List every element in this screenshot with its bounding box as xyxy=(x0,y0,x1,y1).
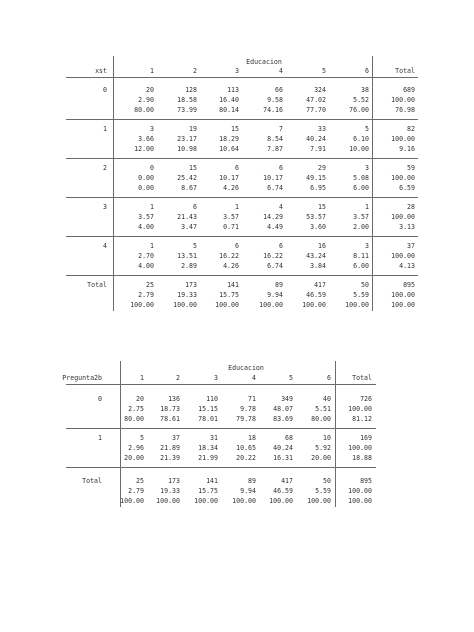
table-cell: 8.54 xyxy=(267,135,283,143)
row-group-label: 0 xyxy=(103,86,107,94)
table-cell: 100.00 xyxy=(215,301,239,309)
table-cell: 50 xyxy=(323,477,331,485)
table-cell: 29 xyxy=(318,164,326,172)
table-cell: 21.99 xyxy=(198,454,218,462)
table-cell: 66 xyxy=(275,86,283,94)
column-header: 2 xyxy=(193,67,197,75)
table-cell: 28 xyxy=(407,203,415,211)
column-header: Total xyxy=(395,67,415,75)
table-cell: 10 xyxy=(323,434,331,442)
table-cell: 100.00 xyxy=(348,497,372,505)
column-header: 3 xyxy=(235,67,239,75)
table-cell: 100.00 xyxy=(232,497,256,505)
table-cell: 82 xyxy=(407,125,415,133)
table-cell: 6.00 xyxy=(353,262,369,270)
group-divider xyxy=(66,236,418,237)
table-cell: 5.08 xyxy=(353,174,369,182)
table-cell: 417 xyxy=(281,477,293,485)
table-cell: 15.15 xyxy=(198,405,218,413)
table-cell: 100.00 xyxy=(156,497,180,505)
table-cell: 18.73 xyxy=(160,405,180,413)
table-cell: 40 xyxy=(323,395,331,403)
table-cell: 100.00 xyxy=(391,174,415,182)
table-cell: 173 xyxy=(168,477,180,485)
table-cell: 12.00 xyxy=(134,145,154,153)
table-cell: 689 xyxy=(403,86,415,94)
table-cell: 80.00 xyxy=(124,415,144,423)
column-header: 2 xyxy=(176,374,180,382)
table-cell: 5.59 xyxy=(315,487,331,495)
table-cell: 40.24 xyxy=(273,444,293,452)
table-cell: 100.00 xyxy=(194,497,218,505)
table-cell: 5 xyxy=(365,125,369,133)
group-divider xyxy=(66,158,418,159)
table-cell: 25.42 xyxy=(177,174,197,182)
table-cell: 3 xyxy=(365,164,369,172)
table-cell: 7.91 xyxy=(310,145,326,153)
table-cell: 16.22 xyxy=(219,252,239,260)
table-cell: 4.00 xyxy=(138,262,154,270)
row-group-label: 4 xyxy=(103,242,107,250)
table-cell: 100.00 xyxy=(302,301,326,309)
table-cell: 3.57 xyxy=(138,213,154,221)
table-cell: 78.01 xyxy=(198,415,218,423)
table-cell: 100.00 xyxy=(348,487,372,495)
table-cell: 48.07 xyxy=(273,405,293,413)
table-cell: 68 xyxy=(285,434,293,442)
table-cell: 5.59 xyxy=(353,291,369,299)
row-label-divider xyxy=(113,56,114,311)
column-header: 6 xyxy=(327,374,331,382)
table-cell: 3.60 xyxy=(310,223,326,231)
table-cell: 100.00 xyxy=(391,291,415,299)
table-cell: 0.00 xyxy=(138,174,154,182)
table-cell: 40.24 xyxy=(306,135,326,143)
table-cell: 20.22 xyxy=(236,454,256,462)
table-cell: 136 xyxy=(168,395,180,403)
row-group-label: Total xyxy=(87,281,107,289)
table-cell: 1 xyxy=(150,203,154,211)
table-cell: 2.75 xyxy=(128,405,144,413)
table-cell: 18.88 xyxy=(352,454,372,462)
table-cell: 726 xyxy=(360,395,372,403)
header-divider xyxy=(66,384,376,385)
table-cell: 19.33 xyxy=(160,487,180,495)
table-cell: 38 xyxy=(361,86,369,94)
table-cell: 141 xyxy=(227,281,239,289)
table-cell: 19.33 xyxy=(177,291,197,299)
table-cell: 0.00 xyxy=(138,184,154,192)
total-column-divider xyxy=(372,56,373,311)
table-cell: 71 xyxy=(248,395,256,403)
table-cell: 80.14 xyxy=(219,106,239,114)
row-group-label: 3 xyxy=(103,203,107,211)
group-divider xyxy=(66,119,418,120)
table-cell: 46.59 xyxy=(273,487,293,495)
table-cell: 15.75 xyxy=(198,487,218,495)
row-group-label: 2 xyxy=(103,164,107,172)
table-cell: 6.10 xyxy=(353,135,369,143)
table-cell: 6.95 xyxy=(310,184,326,192)
table-cell: 10.17 xyxy=(263,174,283,182)
table-cell: 6.74 xyxy=(267,184,283,192)
table-cell: 0 xyxy=(150,164,154,172)
table-cell: 324 xyxy=(314,86,326,94)
table-cell: 20.00 xyxy=(311,454,331,462)
table-cell: 895 xyxy=(360,477,372,485)
column-header: 5 xyxy=(289,374,293,382)
table-cell: 83.69 xyxy=(273,415,293,423)
total-column-divider xyxy=(335,361,336,507)
column-header: 1 xyxy=(150,67,154,75)
table-cell: 6 xyxy=(279,242,283,250)
column-header: 6 xyxy=(365,67,369,75)
table-cell: 53.57 xyxy=(306,213,326,221)
row-group-label: 1 xyxy=(98,434,102,442)
table-cell: 21.43 xyxy=(177,213,197,221)
table-cell: 59 xyxy=(407,164,415,172)
table-cell: 5 xyxy=(140,434,144,442)
table-cell: 18 xyxy=(248,434,256,442)
table-cell: 76.00 xyxy=(349,106,369,114)
table-cell: 100.00 xyxy=(173,301,197,309)
table-cell: 100.00 xyxy=(269,497,293,505)
table-cell: 9.94 xyxy=(267,291,283,299)
table-cell: 7 xyxy=(279,125,283,133)
table-cell: 25 xyxy=(146,281,154,289)
table-cell: 100.00 xyxy=(391,301,415,309)
table-cell: 8.67 xyxy=(181,184,197,192)
table-cell: 5.52 xyxy=(353,96,369,104)
table-cell: 4.00 xyxy=(138,223,154,231)
table-cell: 1 xyxy=(235,203,239,211)
table-cell: 18.29 xyxy=(219,135,239,143)
table-cell: 14.29 xyxy=(263,213,283,221)
table-cell: 80.00 xyxy=(134,106,154,114)
table-cell: 23.17 xyxy=(177,135,197,143)
table-cell: 16 xyxy=(318,242,326,250)
table-cell: 10.64 xyxy=(219,145,239,153)
table-cell: 1 xyxy=(365,203,369,211)
table-cell: 6 xyxy=(235,242,239,250)
table-cell: 37 xyxy=(407,242,415,250)
table-cell: 3 xyxy=(365,242,369,250)
row-label-divider xyxy=(120,361,121,507)
table-cell: 10.00 xyxy=(349,145,369,153)
row-group-label: 1 xyxy=(103,125,107,133)
table-cell: 4 xyxy=(279,203,283,211)
table-cell: 100.00 xyxy=(391,213,415,221)
table-cell: 100.00 xyxy=(259,301,283,309)
table-cell: 37 xyxy=(172,434,180,442)
table-cell: 78.61 xyxy=(160,415,180,423)
table-cell: 21.89 xyxy=(160,444,180,452)
table-cell: 15 xyxy=(231,125,239,133)
table-cell: 18.58 xyxy=(177,96,197,104)
table-cell: 100.00 xyxy=(345,301,369,309)
table-cell: 19 xyxy=(189,125,197,133)
table-cell: 0.71 xyxy=(223,223,239,231)
table-cell: 173 xyxy=(185,281,197,289)
table-cell: 5.92 xyxy=(315,444,331,452)
table-cell: 100.00 xyxy=(130,301,154,309)
table-cell: 3.13 xyxy=(399,223,415,231)
table-cell: 80.00 xyxy=(311,415,331,423)
table-cell: 4.26 xyxy=(223,262,239,270)
table-cell: 3.66 xyxy=(138,135,154,143)
column-header: 5 xyxy=(322,67,326,75)
table-cell: 50 xyxy=(361,281,369,289)
table-cell: 79.78 xyxy=(236,415,256,423)
table-cell: 18.34 xyxy=(198,444,218,452)
table-cell: 3.57 xyxy=(353,213,369,221)
column-header: 4 xyxy=(252,374,256,382)
table-cell: 46.59 xyxy=(306,291,326,299)
table-cell: 16.31 xyxy=(273,454,293,462)
table-cell: 15 xyxy=(189,164,197,172)
table-cell: 76.98 xyxy=(395,106,415,114)
table-cell: 6 xyxy=(193,203,197,211)
row-variable-label: Pregunta2b xyxy=(62,374,102,382)
table-cell: 20.00 xyxy=(124,454,144,462)
table-cell: 43.24 xyxy=(306,252,326,260)
table-cell: 100.00 xyxy=(348,405,372,413)
table-cell: 349 xyxy=(281,395,293,403)
table-cell: 100.00 xyxy=(120,497,144,505)
row-group-label: Total xyxy=(82,477,102,485)
column-header: Total xyxy=(352,374,372,382)
group-divider xyxy=(66,197,418,198)
table-cell: 31 xyxy=(210,434,218,442)
table-cell: 3.57 xyxy=(223,213,239,221)
table-cell: 6 xyxy=(279,164,283,172)
table-cell: 74.16 xyxy=(263,106,283,114)
table-cell: 417 xyxy=(314,281,326,289)
table-cell: 15.75 xyxy=(219,291,239,299)
table-cell: 7.87 xyxy=(267,145,283,153)
table-cell: 20 xyxy=(146,86,154,94)
table-cell: 5 xyxy=(193,242,197,250)
table-cell: 169 xyxy=(360,434,372,442)
table-cell: 6 xyxy=(235,164,239,172)
table-cell: 21.39 xyxy=(160,454,180,462)
table-cell: 81.12 xyxy=(352,415,372,423)
table-cell: 113 xyxy=(227,86,239,94)
table-cell: 4.49 xyxy=(267,223,283,231)
table-cell: 4.13 xyxy=(399,262,415,270)
table-cell: 6.74 xyxy=(267,262,283,270)
table-cell: 77.70 xyxy=(306,106,326,114)
table-cell: 13.51 xyxy=(177,252,197,260)
table-cell: 10.98 xyxy=(177,145,197,153)
table-cell: 33 xyxy=(318,125,326,133)
table-cell: 4.26 xyxy=(223,184,239,192)
column-header: 1 xyxy=(140,374,144,382)
table-cell: 9.16 xyxy=(399,145,415,153)
table-cell: 2.79 xyxy=(138,291,154,299)
table-cell: 6.00 xyxy=(353,184,369,192)
table-cell: 20 xyxy=(136,395,144,403)
table-cell: 49.15 xyxy=(306,174,326,182)
table-cell: 9.94 xyxy=(240,487,256,495)
group-divider xyxy=(66,428,376,429)
table-cell: 2.90 xyxy=(138,96,154,104)
row-group-label: 0 xyxy=(98,395,102,403)
table-cell: 3.47 xyxy=(181,223,197,231)
table-cell: 10.17 xyxy=(219,174,239,182)
table-cell: 2.96 xyxy=(128,444,144,452)
table-cell: 73.99 xyxy=(177,106,197,114)
table-cell: 9.78 xyxy=(240,405,256,413)
column-header: 4 xyxy=(279,67,283,75)
table-cell: 2.70 xyxy=(138,252,154,260)
table-cell: 100.00 xyxy=(391,135,415,143)
table-cell: 100.00 xyxy=(391,96,415,104)
table-cell: 100.00 xyxy=(391,252,415,260)
table-cell: 16.22 xyxy=(263,252,283,260)
table-cell: 1 xyxy=(150,242,154,250)
table-cell: 10.65 xyxy=(236,444,256,452)
table-cell: 110 xyxy=(206,395,218,403)
table-cell: 100.00 xyxy=(307,497,331,505)
table-cell: 895 xyxy=(403,281,415,289)
table-cell: 128 xyxy=(185,86,197,94)
group-divider xyxy=(66,275,418,276)
table-cell: 100.00 xyxy=(348,444,372,452)
table-cell: 89 xyxy=(248,477,256,485)
header-divider xyxy=(66,77,418,78)
header-group-label: Educacion xyxy=(246,58,282,66)
column-header: 3 xyxy=(214,374,218,382)
table-cell: 16.40 xyxy=(219,96,239,104)
table-cell: 89 xyxy=(275,281,283,289)
table-cell: 6.59 xyxy=(399,184,415,192)
table-cell: 8.11 xyxy=(353,252,369,260)
table-cell: 9.58 xyxy=(267,96,283,104)
group-divider xyxy=(66,467,376,468)
table-cell: 47.02 xyxy=(306,96,326,104)
table-cell: 2.79 xyxy=(128,487,144,495)
header-group-label: Educacion xyxy=(228,364,264,372)
table-cell: 25 xyxy=(136,477,144,485)
table-cell: 3.84 xyxy=(310,262,326,270)
table-cell: 2.00 xyxy=(353,223,369,231)
table-cell: 2.89 xyxy=(181,262,197,270)
table-cell: 5.51 xyxy=(315,405,331,413)
row-variable-label: xst xyxy=(95,67,107,75)
table-cell: 3 xyxy=(150,125,154,133)
table-cell: 15 xyxy=(318,203,326,211)
table-cell: 141 xyxy=(206,477,218,485)
